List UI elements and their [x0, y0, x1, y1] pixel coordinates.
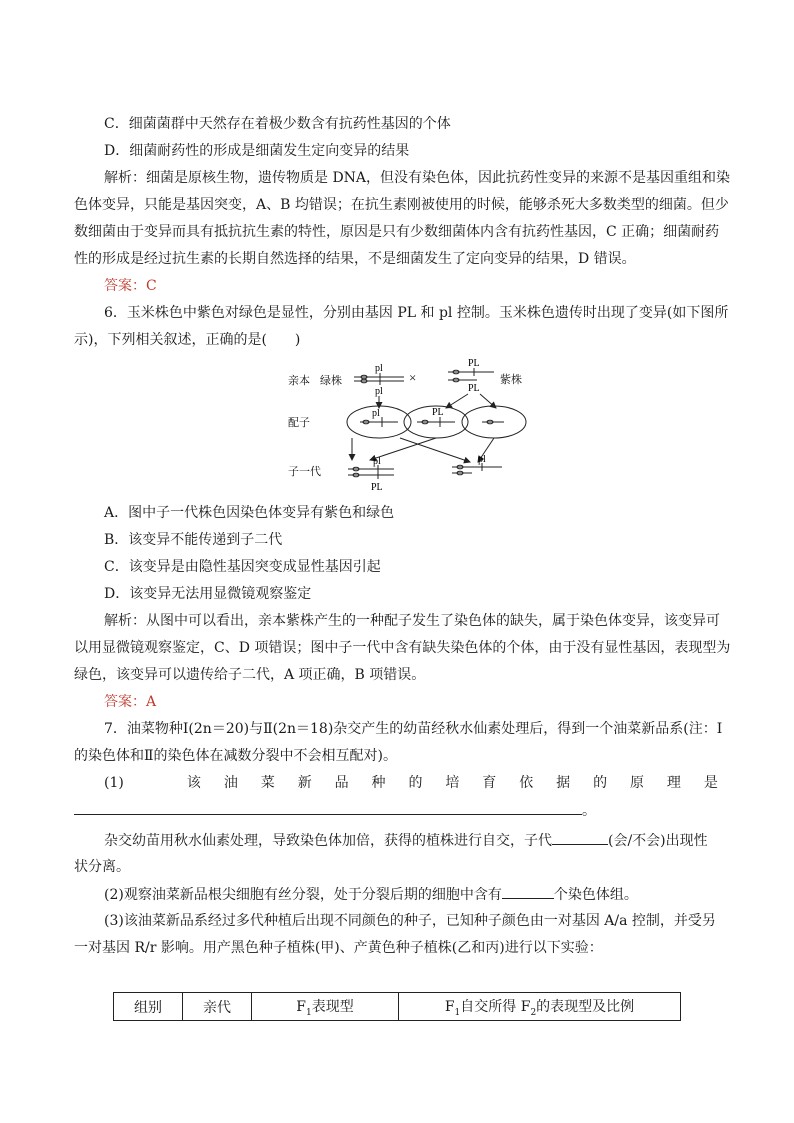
q6-stem-line-2: 示)，下列相关叙述，正确的是( ) [74, 332, 301, 348]
q7-sub1-blank-line [74, 800, 596, 821]
q7-sub1-num: (1) [104, 775, 124, 791]
label-purple: 紫株 [500, 374, 522, 386]
answer-blank[interactable] [74, 800, 582, 815]
q7-stem-line-1: 7．油菜物种Ⅰ(2n＝20)与Ⅱ(2n＝18)杂交产生的幼苗经秋水仙素处理后，得到一个油菜新品系(注：Ⅰ [104, 721, 723, 737]
q5-analysis-line-3: 数细菌由于变异而具有抵抗抗生素的特性，原因是只有少数细菌体内含有抗药性基因，C 正确；细菌耐药 [74, 224, 720, 240]
q7-sub3-line-1: (3)该油菜新品系经过多代种植后出现不同颜色的种子，已知种子颜色由一对基因 A/a 控制，并受另 [104, 913, 716, 929]
q7-sub1-char: 的 [408, 775, 423, 791]
q7-sub1-char: 依 [519, 775, 534, 791]
q7-sub1-line [104, 773, 718, 793]
q6-option-a: A．图中子一代株色因染色体变异有紫色和绿色 [104, 505, 395, 521]
parent-green-chromosomes [354, 373, 404, 385]
f1-gene-pl: pl [373, 456, 381, 467]
header-f2-phenotype-ratio: $F_1$自交所得 $F_2$的表现型及比例 [399, 993, 681, 1021]
q7-sub1-char: 培 [445, 775, 460, 791]
q6-option-d: D．该变异无法用显微镜观察鉴定 [104, 586, 312, 602]
f1-gene-pl-2: pl [478, 454, 486, 465]
f1-chromosomes [348, 463, 502, 479]
header-parent: 亲代 [183, 993, 252, 1021]
q7-sub1-cont-b: (会/不会)出现性 [608, 833, 708, 849]
parent-purple-chromosomes [448, 368, 494, 382]
table-header-row [114, 993, 681, 1021]
label-f1: 子一代 [288, 466, 321, 478]
q7-sub1-char: 该 [186, 775, 201, 791]
q7-sub1-cont-line [104, 830, 708, 851]
q7-sub1-char: 新 [297, 775, 312, 791]
q6-option-c: C．该变异是由隐性基因突变成显性基因引起 [104, 559, 381, 575]
header-group: 组别 [114, 993, 183, 1021]
label-gamete: 配子 [288, 417, 310, 429]
q7-sub2-b: 个染色体组。 [553, 887, 638, 903]
q7-sub2-line [104, 884, 638, 905]
q7-results-table [113, 992, 681, 1021]
q7-sub1-char: 油 [223, 775, 238, 791]
q6-answer: 答案：A [104, 694, 157, 710]
gamete-gene-pl: pl [372, 408, 380, 419]
label-parent: 亲本 [288, 375, 310, 387]
answer-blank[interactable] [502, 884, 554, 899]
cross-sign: × [409, 370, 417, 385]
q6-chromosome-diagram [282, 358, 542, 498]
answer-blank[interactable] [552, 830, 608, 845]
q7-sub1-char: 原 [629, 775, 644, 791]
label-green: 绿株 [320, 375, 342, 387]
q6-analysis-line-2: 以用显微镜观察鉴定，C、D 项错误；图中子一代中含有缺失染色体的个体，由于没有显性基因，表现型为 [74, 640, 731, 656]
q5-answer: 答案：C [104, 278, 157, 294]
q7-sub2-a: (2)观察油菜新品根尖细胞有丝分裂，处于分裂后期的细胞中含有 [104, 887, 502, 903]
gene-pl-bottom: pl [375, 386, 383, 397]
q6-option-b: B．该变异不能传递到子二代 [104, 532, 283, 548]
q7-sub1-char: 据 [556, 775, 571, 791]
q5-option-c: C．细菌菌群中天然存在着极少数含有抗药性基因的个体 [104, 116, 451, 132]
q5-analysis-line-4: 性的形成是经过抗生素的长期自然选择的结果，不是细菌发生了定向变异的结果，D 错误。 [74, 251, 636, 267]
q5-option-d: D．细菌耐药性的形成是细菌发生定向变异的结果 [104, 143, 410, 159]
gene-pl-top: pl [375, 363, 383, 374]
f1-gene-PL: PL [371, 482, 383, 493]
q7-sub3-line-2: 一对基因 R/r 影响。用产黑色种子植株(甲)、产黄色种子植株(乙和丙)进行以下实验： [74, 940, 603, 956]
q7-sub1-char: 是 [703, 775, 718, 791]
q7-sub1-char: 育 [482, 775, 497, 791]
gene-PL-top: PL [468, 358, 480, 369]
q7-sub1-char: 种 [371, 775, 386, 791]
q6-stem-line-1: 6．玉米株色中紫色对绿色是显性，分别由基因 PL 和 pl 控制。玉米株色遗传时出现了变异(如下图所 [104, 305, 729, 321]
q7-stem-line-2: 的染色体和Ⅱ的染色体在减数分裂中不会相互配对)。 [74, 748, 397, 764]
q5-analysis-line-2: 色体变异，只能是基因突变，A、B 均错误；在抗生素刚被使用的时候，能够杀死大多数类型的细菌。但少 [74, 197, 729, 213]
gene-PL-bottom: PL [468, 383, 480, 394]
q7-sub1-cont-c: 状分离。 [74, 859, 130, 875]
q7-sub1-char: 理 [666, 775, 681, 791]
q7-sub1-cont-a: 杂交幼苗用秋水仙素处理，导致染色体加倍，获得的植株进行自交，子代 [104, 833, 552, 849]
q5-analysis-line-1: 解析：细菌是原核生物，遗传物质是 DNA，但没有染色体，因此抗药性变异的来源不是基因重组和染 [104, 170, 731, 186]
header-f1-phenotype: $F_1$表现型 [252, 993, 399, 1021]
q7-sub1-char: 菜 [260, 775, 275, 791]
q6-analysis-line-1: 解析：从图中可以看出，亲本紫株产生的一种配子发生了染色体的缺失，属于染色体变异，该变异可 [104, 613, 720, 629]
q7-sub1-char: 品 [334, 775, 349, 791]
q6-analysis-line-3: 绿色，该变异可以遗传给子二代，A 项正确，B 项错误。 [74, 667, 426, 683]
gamete-gene-PL: PL [432, 407, 444, 418]
q7-sub1-char: 的 [593, 775, 608, 791]
q7-sub1-end: 。 [582, 803, 596, 819]
